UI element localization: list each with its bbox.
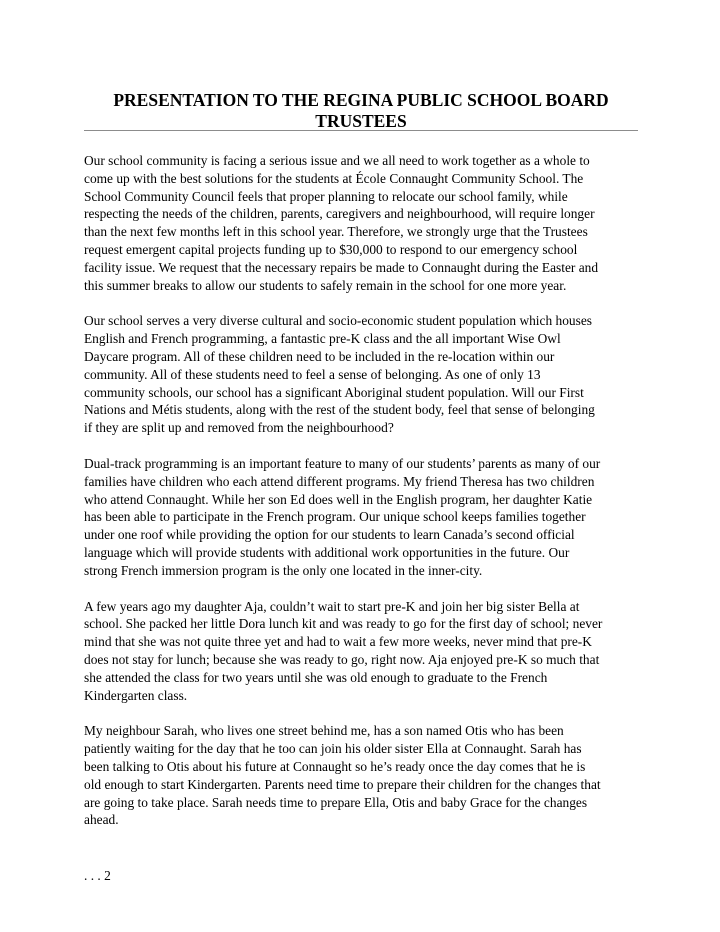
paragraph-sarah-story xyxy=(84,722,638,829)
text-line: ahead. xyxy=(84,812,119,828)
text-line: patiently waiting for the day that he too can join his older sister Ella at Connaught. Sarah has xyxy=(84,741,582,757)
text-line: respecting the needs of the children, parents, caregivers and neighbourhood, will require longer xyxy=(84,206,595,222)
text-line: school. She packed her little Dora lunch kit and was ready to go for the first day of school; never xyxy=(84,616,603,632)
text-line: under one roof while providing the option for our students to learn Canada’s second official xyxy=(84,527,575,543)
text-line: who attend Connaught. While her son Ed does well in the English program, her daughter Katie xyxy=(84,491,593,507)
paragraph-diverse-population xyxy=(84,312,638,437)
text-line: strong French immersion program is the only one located in the inner-city. xyxy=(84,562,483,578)
text-line: Nations and Métis students, along with the rest of the student body, feel that sense of belonging xyxy=(84,402,595,418)
text-line: than the next few months left in this school year. Therefore, we strongly urge that the Trustees xyxy=(84,224,588,240)
text-line: Kindergarten class. xyxy=(84,687,188,703)
text-line: this summer breaks to allow our students to safely remain in the school for one more year. xyxy=(84,277,567,293)
text-line: Our school serves a very diverse cultural and socio-economic student population which houses xyxy=(84,313,592,329)
paragraph-aja-story xyxy=(84,598,638,705)
text-line: School Community Council feels that proper planning to relocate our school family, while xyxy=(84,188,568,204)
text-line: Our school community is facing a serious issue and we all need to work together as a whole to xyxy=(84,153,590,168)
text-line: Daycare program. All of these children need to be included in the re-location within our xyxy=(84,348,555,364)
text-line: she attended the class for two years until she was old enough to graduate to the French xyxy=(84,669,548,685)
document-page xyxy=(84,0,638,932)
text-line: if they are split up and removed from the neighbourhood? xyxy=(84,420,394,436)
paragraph-dual-track xyxy=(84,455,638,580)
text-line: mind that she was not quite three yet and had to wait a few more weeks, never mind that pre-K xyxy=(84,634,592,650)
text-line: old enough to start Kindergarten. Parents need time to prepare their children for the changes that xyxy=(84,776,601,792)
text-line: A few years ago my daughter Aja, couldn’t wait to start pre-K and join her big sister Bella at xyxy=(84,598,580,614)
document-body xyxy=(84,152,638,847)
paragraph-funding-request xyxy=(84,152,638,294)
text-line: facility issue. We request that the necessary repairs be made to Connaught during the Easter and xyxy=(84,259,599,275)
text-line: language which will provide students with additional work opportunities in the future. Our xyxy=(84,544,570,560)
text-line: Dual-track programming is an important feature to many of our students’ parents as many of our xyxy=(84,455,601,471)
title-line: PRESENTATION TO THE REGINA PUBLIC SCHOOL BOARD xyxy=(113,90,609,110)
text-line: come up with the best solutions for the students at École Connaught Community School. The xyxy=(84,170,584,186)
text-line: request emergent capital projects funding up to $30,000 to respond to our emergency school xyxy=(84,241,578,257)
text-line: been talking to Otis about his future at Connaught so he’s ready once the day comes that he is xyxy=(84,758,586,774)
document-title xyxy=(84,90,638,132)
text-line: are going to take place. Sarah needs time to prepare Ella, Otis and baby Grace for the changes xyxy=(84,794,588,810)
page-continuation-marker: . . . 2 xyxy=(84,868,111,883)
text-line: My neighbour Sarah, who lives one street behind me, has a son named Otis who has been xyxy=(84,723,564,739)
text-line: community. All of these students need to feel a sense of belonging. As one of only 13 xyxy=(84,366,541,382)
text-line: community schools, our school has a significant Aboriginal student population. Will our First xyxy=(84,384,584,400)
title-divider xyxy=(84,130,638,131)
text-line: families have children who each attend different programs. My friend Theresa has two children xyxy=(84,473,595,489)
text-line: English and French programming, a fantastic pre-K class and the all important Wise Owl xyxy=(84,331,561,347)
text-line: has been able to participate in the French program. Our unique school keeps families together xyxy=(84,509,586,525)
title-line: TRUSTEES xyxy=(315,111,407,131)
text-line: does not stay for lunch; because she was ready to go, right now. Aja enjoyed pre-K so much that xyxy=(84,651,600,667)
